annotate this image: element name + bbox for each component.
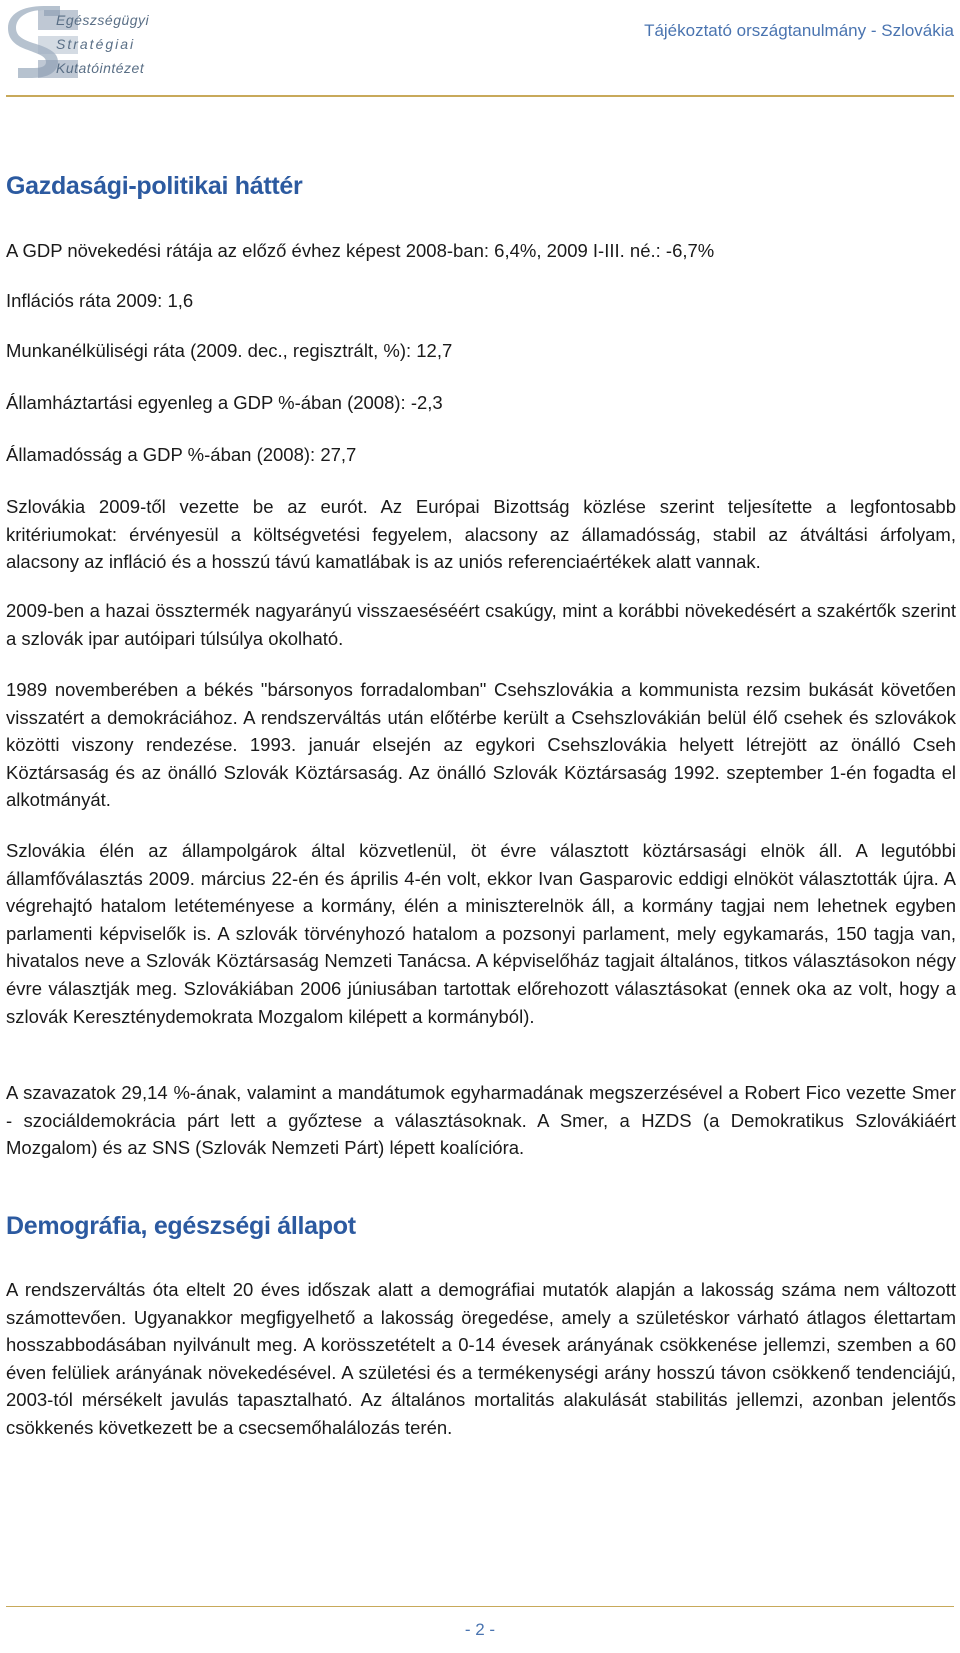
paragraph-euro: Szlovákia 2009-től vezette be az eurót. Az Európai Bizottság közlése szerint teljesítette a legfontosabb kritériumokat: érvényesül a költségvetési fegyelem, alacsony az államadósság, stabil az átváltási árfolyam, alacsony az infláció és a hosszú távú kamatlábak is az uniós referenciaértékek alatt vannak. bbox=[6, 496, 956, 573]
institute-logo bbox=[8, 6, 158, 86]
document-title: Tájékoztató országtanulmány - Szlovákia bbox=[644, 21, 954, 40]
paragraph-elections: A szavazatok 29,14 %-ának, valamint a mandátumok egyharmadának megszerzésével a Robert Fico vezette Smer - szociáldemokrácia párt lett a győztese a választásoknak. A Smer, a HZDS (a Demokratikus Szlovákiáért Mozgalom) és az SNS (Szlovák Nemzeti Párt) lépett koalícióra. bbox=[6, 1082, 956, 1159]
header-divider bbox=[6, 95, 954, 97]
paragraph-political-system: Szlovákia élén az állampolgárok által közvetlenül, öt évre választott köztársasági elnök áll. A legutóbbi államfőválasztás 2009. március 22-én és április 4-én volt, ekkor Ivan Gasparovic eddigi elnököt választották újra. A végrehajtó hatalom letéteményese a kormány, élén a miniszterelnök áll, a kormány tagjai nem lehetnek egyben parlamenti képviselők is. A szlovák törvényhozó hatalom a pozsonyi parlament, mely egykamarás, 150 tagja van, hivatalos neve a Szlovák Köztársaság Nemzeti Tanácsa. A képviselőház tagjait általános, titkos választásokon négy évre választják meg. Szlovákiában 2006 júniusában tartottak előrehozott választásokat (ennek oka az volt, hogy a szlovák Kereszténydemokrata Mozgalom kilépett a kormányból). bbox=[6, 840, 956, 1027]
stat-inflation: Inflációs ráta 2009: 1,6 bbox=[6, 290, 194, 311]
logo-line-2: Stratégiai bbox=[56, 36, 136, 52]
stat-public-debt: Államadósság a GDP %-ában (2008): 27,7 bbox=[6, 444, 357, 465]
page-header bbox=[0, 0, 960, 100]
section-heading-demography: Demográfia, egészségi állapot bbox=[6, 1212, 356, 1240]
paragraph-demography: A rendszerváltás óta eltelt 20 éves időszak alatt a demográfiai mutatók alapján a lakosság száma nem változott számottevően. Ugyanakkor megfigyelhető a lakosság öregedése, amely a születéskor várható átlagos élettartam hosszabbodásában nyilvánult meg. A korösszetételt a 0-14 évesek arányának csökkenése jellemzi, szemben a 60 éven felüliek arányának növekedésével. A születési és a termékenységi arány hosszú távon csökkenő tendenciájú, 2003-tól mérsékelt javulás tapasztalható. Az általános mortalitás alakulását stabilitás jellemzi, azonban jelentős csökkenés következett be a csecsemőhalálozás terén. bbox=[6, 1279, 956, 1438]
section-heading-economy: Gazdasági-politikai háttér bbox=[6, 172, 303, 200]
paragraph-history: 1989 novemberében a békés "bársonyos forradalomban" Csehszlovákia a kommunista rezsim bukását követően visszatért a demokráciához. A rendszerváltás után előtérbe került a Csehszlovákián belül élő csehek és szlovákok közötti viszony rendezése. 1993. január elsején az egykori Csehszlovákia helyett létrejött az önálló Cseh Köztársaság és az önálló Szlovák Köztársaság. Az önálló Szlovák Köztársaság 1992. szeptember 1-én fogadta el alkotmányát. bbox=[6, 679, 956, 811]
footer-divider bbox=[6, 1606, 954, 1607]
logo-line-3: Kutatóintézet bbox=[56, 60, 145, 76]
stat-gdp-growth: A GDP növekedési rátája az előző évhez képest 2008-ban: 6,4%, 2009 I-III. né.: -6,7% bbox=[6, 240, 715, 261]
stat-unemployment: Munkanélküliségi ráta (2009. dec., regisztrált, %): 12,7 bbox=[6, 340, 453, 361]
logo-line-1: Egészségügyi bbox=[56, 12, 150, 28]
paragraph-gdp-decline: 2009-ben a hazai össztermék nagyarányú visszaeséséért csakúgy, mint a korábbi növekedésért a szakértők szerint a szlovák ipar autóipari túlsúlya okolható. bbox=[6, 600, 956, 649]
stat-budget-balance: Államháztartási egyenleg a GDP %-ában (2008): -2,3 bbox=[6, 392, 443, 413]
page-number: - 2 - bbox=[464, 1620, 496, 1639]
